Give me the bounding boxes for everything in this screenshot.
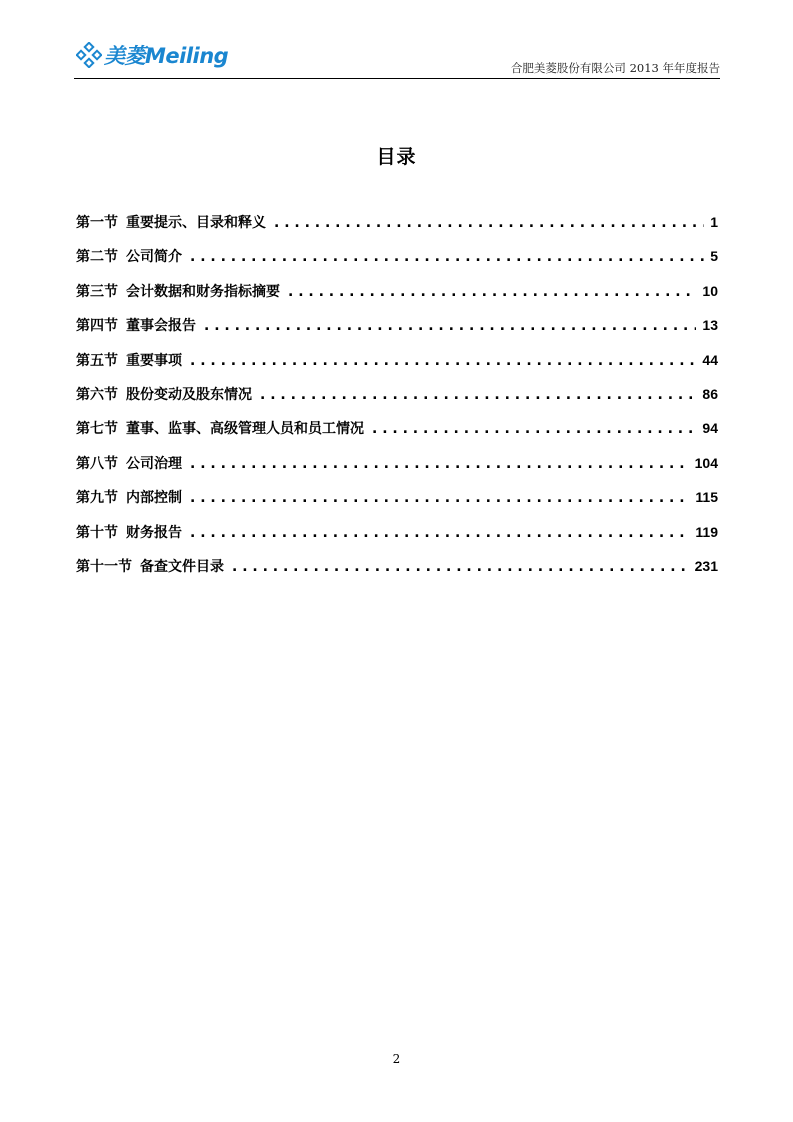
toc-heading: 目录 [376, 146, 417, 168]
toc-section-title: 公司治理 [126, 455, 182, 472]
toc-section-number: 第六节 [76, 386, 118, 403]
toc-section-number: 第九节 [76, 490, 118, 507]
toc-section-number: 第八节 [76, 455, 118, 472]
toc-section-number: 第五节 [76, 352, 118, 369]
page-number: 2 [392, 1052, 401, 1066]
toc-leader-dots [372, 421, 696, 437]
toc-page-number: 13 [702, 317, 718, 334]
toc-item-5[interactable] [76, 350, 718, 384]
toc-section-number: 第二节 [76, 249, 118, 266]
toc-leader-dots [190, 353, 696, 369]
toc-section-title: 财务报告 [126, 524, 182, 541]
toc-section-title: 重要事项 [126, 352, 182, 369]
toc-section-number: 第十节 [76, 524, 118, 541]
toc-item-11[interactable] [76, 556, 718, 590]
meiling-logo-icon [76, 42, 102, 68]
toc-item-1[interactable] [76, 212, 718, 246]
toc-section-title: 重要提示、目录和释义 [126, 215, 266, 231]
toc-section-title: 公司简介 [126, 249, 182, 266]
toc-page-number: 231 [694, 557, 718, 574]
toc-leader-dots [190, 490, 689, 506]
toc-section-number: 第一节 [76, 215, 118, 231]
toc-section-number: 第十一节 [76, 558, 132, 575]
toc-page-number: 5 [710, 248, 718, 265]
toc-page-number: 44 [702, 351, 718, 368]
company-logo [76, 40, 228, 70]
toc-section-number: 第三节 [76, 283, 118, 300]
toc-section-title: 董事、监事、高级管理人员和员工情况 [126, 421, 364, 438]
toc-section-title: 备查文件目录 [140, 558, 224, 575]
document-title: 合肥美菱股份有限公司 2013 年年度报告 [510, 61, 720, 75]
toc-section-number: 第七节 [76, 421, 118, 438]
toc-section-title: 内部控制 [126, 490, 182, 507]
toc-page-number: 10 [702, 282, 718, 299]
toc-leader-dots [190, 249, 704, 265]
toc-item-4[interactable] [76, 315, 718, 349]
toc-item-6[interactable] [76, 384, 718, 418]
toc-leader-dots [274, 215, 704, 231]
toc-section-title: 股份变动及股东情况 [126, 386, 252, 403]
toc-page-number: 94 [702, 420, 718, 437]
toc-leader-dots [190, 456, 689, 472]
toc-item-3[interactable] [76, 281, 718, 315]
toc-leader-dots [232, 559, 689, 575]
toc-section-title: 董事会报告 [126, 318, 196, 335]
toc-page-number: 104 [694, 454, 718, 471]
toc-leader-dots [204, 318, 696, 334]
toc-page-number: 1 [710, 214, 718, 230]
toc-page-number: 86 [702, 385, 718, 402]
toc-item-2[interactable] [76, 246, 718, 280]
toc-section-title: 会计数据和财务指标摘要 [126, 283, 280, 300]
toc-leader-dots [260, 387, 696, 403]
toc-page-number: 119 [695, 523, 718, 540]
toc-page-number: 115 [695, 489, 718, 506]
toc-item-7[interactable] [76, 418, 718, 452]
page-header [74, 36, 720, 79]
toc-item-10[interactable] [76, 522, 718, 556]
logo-text: 美菱Meiling [104, 44, 229, 68]
table-of-contents [76, 212, 718, 590]
toc-leader-dots [288, 284, 696, 300]
toc-item-9[interactable] [76, 487, 718, 521]
toc-leader-dots [190, 525, 689, 541]
toc-item-8[interactable] [76, 453, 718, 487]
toc-section-number: 第四节 [76, 318, 118, 335]
